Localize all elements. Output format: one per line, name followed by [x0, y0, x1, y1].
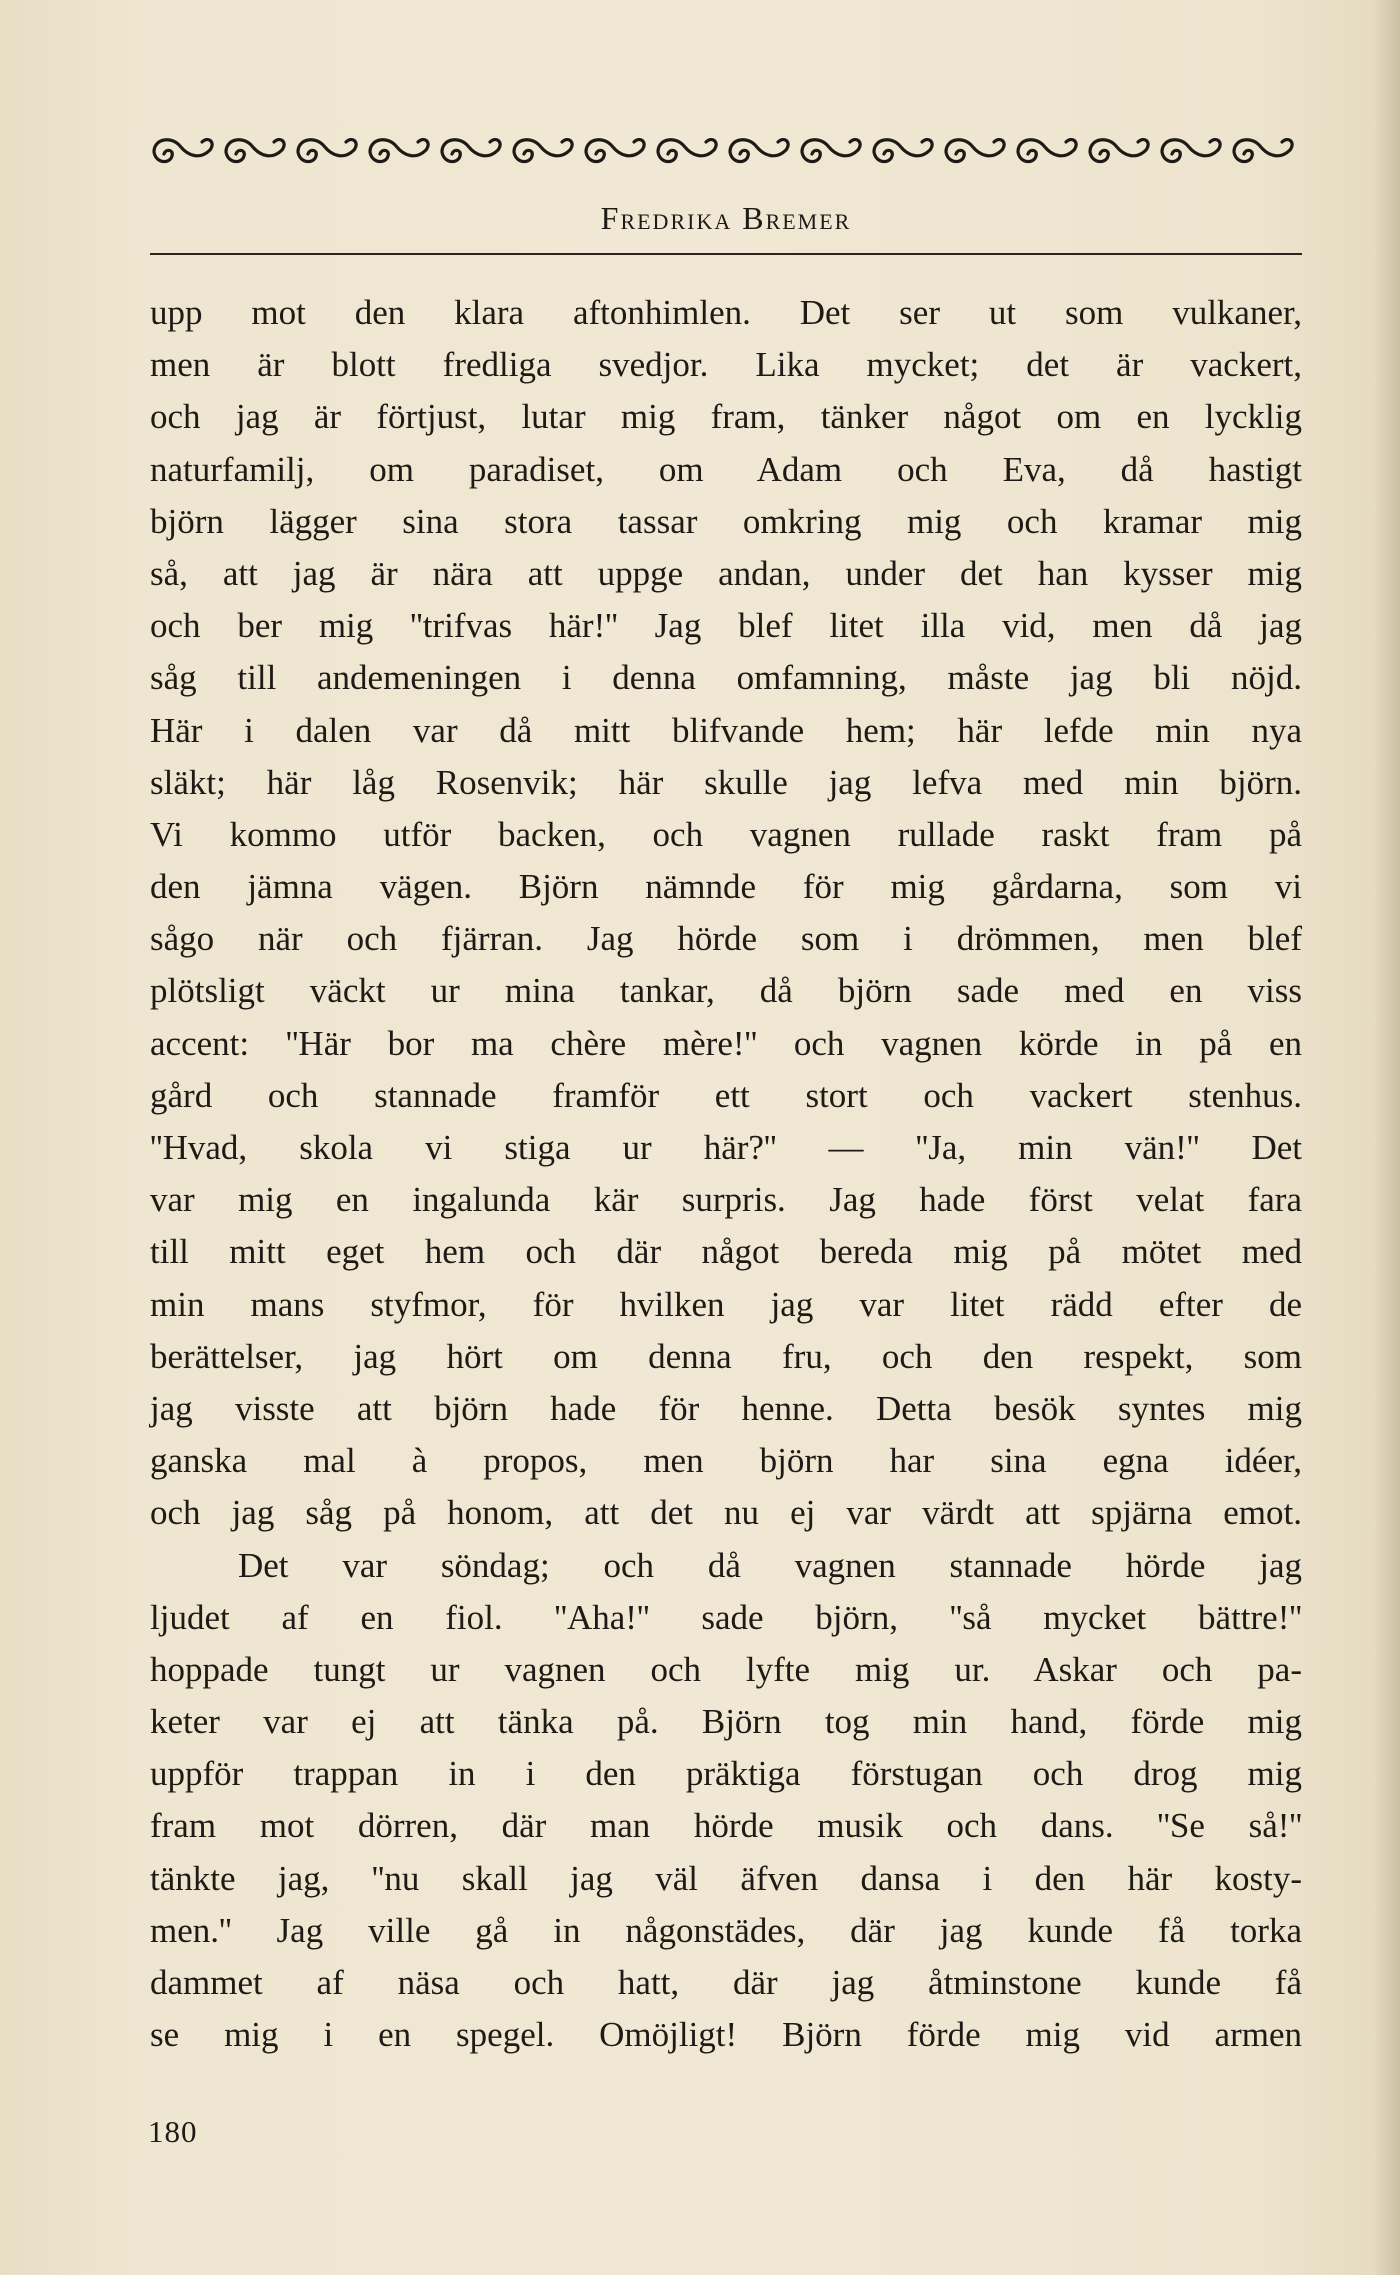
text-line: till mitt eget hem och där något bereda mig på mötet med [150, 1232, 1302, 1272]
text-line: Vi kommo utför backen, och vagnen rullade raskt fram på [150, 814, 1302, 854]
text-line: sågo när och fjärran. Jag hörde som i drömmen, men blef [150, 919, 1302, 959]
ornament-scroll-unit [874, 140, 932, 162]
ornament-scroll-unit [442, 140, 500, 162]
spine-shadow [1374, 0, 1400, 2275]
text-line: keter var ej att tänka på. Björn tog min hand, förde mig [150, 1702, 1302, 1742]
text-line: ljudet af en fiol. ''Aha!'' sade björn, ''så mycket bättre!'' [150, 1597, 1302, 1637]
text-line: min mans styfmor, för hvilken jag var litet rädd efter de [150, 1284, 1302, 1324]
text-line: berättelser, jag hört om denna fru, och den respekt, som [150, 1336, 1302, 1376]
text-line: Här i dalen var då mitt blifvande hem; här lefde min nya [150, 710, 1302, 750]
ornament-scroll-unit [514, 140, 572, 162]
text-line: upp mot den klara aftonhimlen. Det ser ut som vulkaner, [150, 293, 1302, 332]
text-line: och ber mig ''trifvas här!'' Jag blef litet illa vid, men då jag [150, 606, 1302, 646]
header-rule [150, 253, 1302, 255]
text-line: gård och stannade framför ett stort och vackert stenhus. [150, 1075, 1302, 1115]
ornament-scroll-unit [370, 140, 428, 162]
text-line: björn lägger sina stora tassar omkring mig och kramar mig [150, 501, 1302, 541]
ornament-scroll-unit [154, 140, 212, 162]
text-line: fram mot dörren, där man hörde musik och dans. ''Se så!'' [150, 1806, 1302, 1846]
text-line: hoppade tungt ur vagnen och lyfte mig ur. Askar och pa- [150, 1649, 1302, 1689]
ornament-scroll-unit [730, 140, 788, 162]
ornament-scroll-unit [298, 140, 356, 162]
ornament-scroll-unit [658, 140, 716, 162]
ornament-scroll-unit [802, 140, 860, 162]
ornament-scroll-unit [1234, 140, 1292, 162]
text-line: plötsligt väckt ur mina tankar, då björn sade med en viss [150, 971, 1302, 1011]
text-line: tänkte jag, ''nu skall jag väl äfven dansa i den här kosty- [150, 1858, 1302, 1898]
text-line: men är blott fredliga svedjor. Lika mycket; det är vackert, [150, 345, 1302, 385]
text-line: och jag är förtjust, lutar mig fram, tänker något om en lycklig [150, 397, 1302, 437]
text-line: var mig en ingalunda kär surpris. Jag hade först velat fara [150, 1180, 1302, 1220]
scroll-wave-ornament-icon [150, 130, 1302, 170]
text-line: jag visste att björn hade för henne. Detta besök syntes mig [150, 1388, 1302, 1428]
running-head [150, 198, 1302, 238]
running-head-first-name: Fredrika [600, 200, 733, 236]
ornament-scroll-unit [1162, 140, 1220, 162]
ornament-scroll-unit [946, 140, 1004, 162]
text-line: se mig i en spegel. Omöjligt! Björn förde mig vid armen [150, 2015, 1302, 2055]
text-line: så, att jag är nära att uppge andan, under det han kysser mig [150, 553, 1302, 593]
text-line: ''Hvad, skola vi stiga ur här?'' — ''Ja, min vän!'' Det [150, 1128, 1302, 1167]
ornament-scroll-unit [1090, 140, 1148, 162]
text-line: men.'' Jag ville gå in någonstädes, där jag kunde få torka [150, 1910, 1302, 1950]
ornament-scroll-unit [586, 140, 644, 162]
ornament-scroll-unit [226, 140, 284, 162]
text-line: naturfamilj, om paradiset, om Adam och Eva, då hastigt [150, 449, 1302, 489]
text-line: släkt; här låg Rosenvik; här skulle jag lefva med min björn. [150, 762, 1302, 802]
text-line: ganska mal à propos, men björn har sina egna idéer, [150, 1441, 1302, 1481]
text-line: såg till andemeningen i denna omfamning, måste jag bli nöjd. [150, 658, 1302, 698]
text-line: uppför trappan in i den präktiga förstugan och drog mig [150, 1754, 1302, 1794]
page-number: 180 [148, 2114, 198, 2149]
running-head-last-name: Bremer [742, 200, 852, 236]
body-text [150, 287, 1302, 2061]
paragraph-first-line: Det var söndag; och då vagnen stannade hörde jag [238, 1545, 1302, 1585]
ornament-scroll-unit [1018, 140, 1076, 162]
text-line: accent: ''Här bor ma chère mère!'' och vagnen körde in på en [150, 1023, 1302, 1063]
text-line: och jag såg på honom, att det nu ej var värdt att spjärna emot. [150, 1493, 1302, 1533]
text-line: den jämna vägen. Björn nämnde för mig gårdarna, som vi [150, 867, 1302, 907]
text-line: dammet af näsa och hatt, där jag åtminstone kunde få [150, 1963, 1302, 2002]
